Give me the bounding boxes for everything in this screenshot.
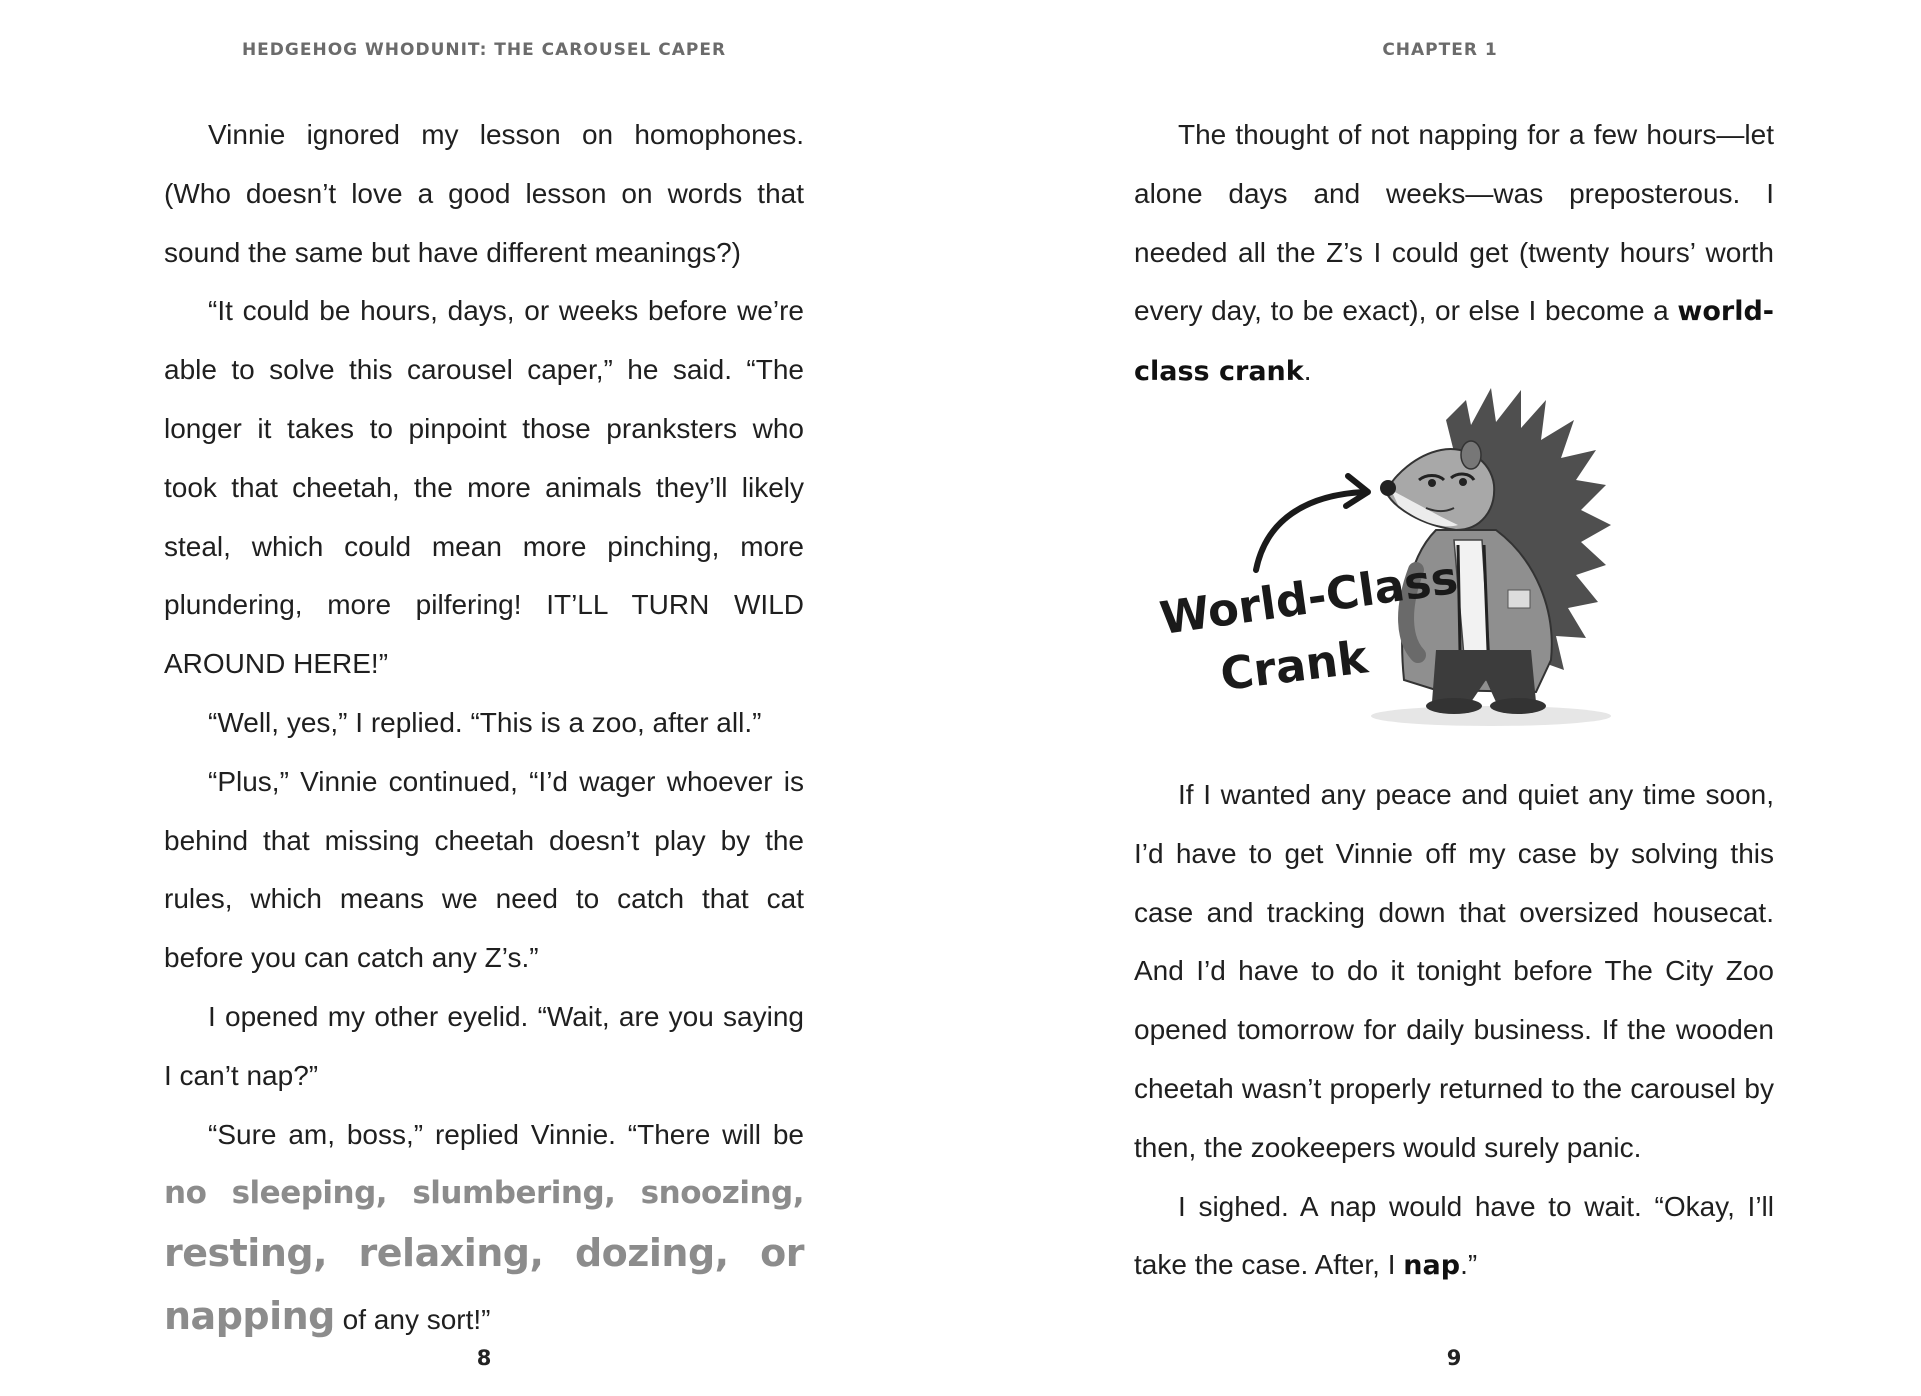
paragraph: Vinnie ignored my lesson on homophones. (Who doesn’t love a good lesson on words that sound the same but have different meanings?) <box>164 119 804 268</box>
page-number-left: 8 <box>476 1346 492 1370</box>
page-number-right: 9 <box>1446 1346 1462 1370</box>
caption-world-class: World-Class <box>1156 550 1461 645</box>
eye-right <box>1459 478 1467 486</box>
paragraph: “Well, yes,” I replied. “This is a zoo, after all.” <box>208 706 762 738</box>
paragraph-tail: of any sort!” <box>334 1303 491 1335</box>
left-page-body <box>164 106 804 1350</box>
foot-left <box>1426 698 1482 714</box>
pocket-tag <box>1508 590 1530 608</box>
paragraph <box>1134 106 1774 402</box>
paragraph: If I wanted any peace and quiet any time soon, I’d have to get Vinnie off my case by solving this case and tracking down that oversized housecat. And I’d have to do it tonight before The City Zoo opened tomorrow for daily business. If the wooden cheetah wasn’t properly returned to the carousel by then, the zookeepers would surely panic. <box>1134 778 1774 1163</box>
nose-icon <box>1380 480 1396 496</box>
paragraph-lead: “Sure am, boss,” replied Vinnie. “There will be <box>208 1118 804 1150</box>
left-page <box>0 0 960 1396</box>
emphasis-world-class-crank: world-class crank <box>1134 296 1774 388</box>
paragraph: “Plus,” Vinnie continued, “I’d wager whoever is behind that missing cheetah doesn’t play by the rules, which means we need to catch that cat before you can catch any Z’s.” <box>164 765 804 974</box>
ear <box>1461 441 1481 469</box>
paragraph-text: I sighed. A nap would have to wait. “Okay, I’ll take the case. After, I <box>1134 1190 1774 1281</box>
emphasis-no-sleeping: no sleeping, slumbering, snoozing, <box>164 1175 804 1212</box>
caption-crank: Crank <box>1217 630 1371 701</box>
paragraph-final <box>164 1106 804 1350</box>
running-head-chapter: CHAPTER 1 <box>1382 40 1498 60</box>
running-head-book-title: HEDGEHOG WHODUNIT: THE CAROUSEL CAPER <box>241 40 727 60</box>
paragraph <box>1134 1178 1774 1297</box>
paragraph-text: The thought of not napping for a few hours—let alone days and weeks—was preposterous. I needed all the Z’s I could get (twenty hours’ worth every day, to be exact), or else I become a <box>1134 119 1774 327</box>
emphasis-resting-napping: resting, relaxing, dozing, or napping <box>164 1231 804 1338</box>
pants <box>1432 650 1536 702</box>
foot-right <box>1490 698 1546 714</box>
paragraph: I opened my other eyelid. “Wait, are you saying I can’t nap?” <box>164 1000 804 1091</box>
emphasis-nap: nap <box>1403 1250 1461 1282</box>
shadow <box>1371 706 1611 726</box>
eye-left <box>1428 479 1436 487</box>
paragraph-tail: . <box>1303 355 1312 387</box>
paragraph-tail: .” <box>1460 1249 1478 1281</box>
paragraph: “It could be hours, days, or weeks before we’re able to solve this carousel caper,” he said. “The longer it takes to pinpoint those pranksters who took that cheetah, the more animals they’ll likely steal, which could mean more pinching, more plundering, more pilfering! IT’LL TURN WILD AROUND HERE!” <box>164 295 804 680</box>
